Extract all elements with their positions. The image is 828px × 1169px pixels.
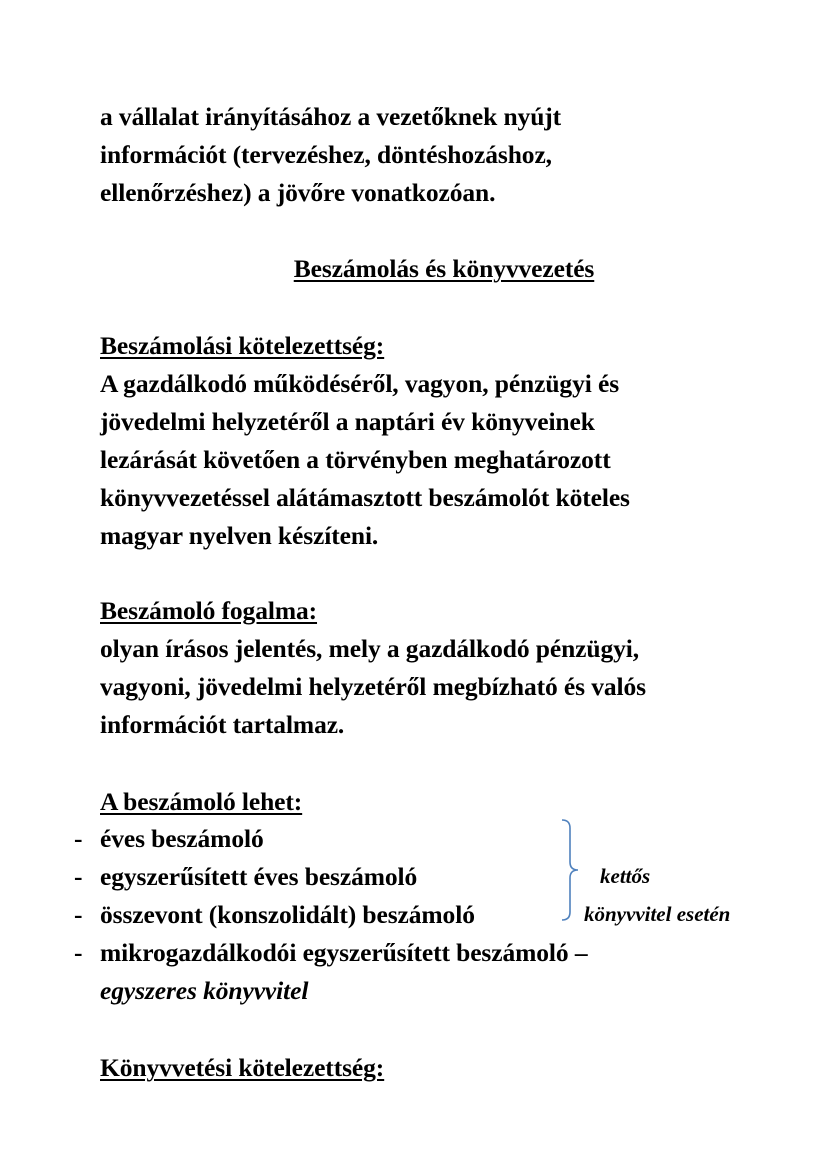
bookkeeping-heading-text: Könyvvetési kötelezettség: (100, 1053, 385, 1082)
side-note-line-2: könyvvitel esetén (584, 902, 731, 926)
right-brace-icon (560, 818, 584, 922)
bullet-dash: - (74, 862, 83, 891)
type-item-3: összevont (konszolidált) beszámoló (100, 900, 475, 929)
concept-line-3: információt tartalmaz. (100, 710, 345, 739)
type-item-4: mikrogazdálkodói egyszerűsített beszámoló – (100, 938, 588, 967)
section-title (0, 250, 828, 287)
bullet-dash: - (74, 900, 83, 929)
concept-line-2: vagyoni, jövedelmi helyzetéről megbízható és valós (100, 672, 646, 701)
bullet-dash: - (74, 824, 83, 853)
type-item-1: éves beszámoló (100, 824, 264, 853)
obligation-line-1: A gazdálkodó működéséről, vagyon, pénzügyi és (100, 369, 620, 398)
bookkeeping-heading (100, 1049, 384, 1086)
obligation-heading (100, 327, 384, 364)
type-item-2: egyszerűsített éves beszámoló (100, 862, 418, 891)
concept-heading (100, 592, 317, 629)
intro-line-1: a vállalat irányításához a vezetőknek nyújt (100, 102, 562, 131)
type-item-4-continuation: egyszeres könyvvitel (100, 976, 309, 1005)
obligation-line-2: jövedelmi helyzetéről a naptári év könyveinek (100, 407, 595, 436)
intro-line-2: információt (tervezéshez, döntéshozáshoz, (100, 140, 552, 169)
types-heading-text: A beszámoló lehet: (100, 787, 303, 816)
obligation-heading-text: Beszámolási kötelezettség: (100, 331, 385, 360)
obligation-line-4: könyvvezetéssel alátámasztott beszámolót köteles (100, 483, 630, 512)
types-heading (100, 783, 302, 820)
side-note-line-1: kettős (600, 864, 651, 888)
bullet-dash: - (74, 938, 83, 967)
obligation-line-3: lezárását követően a törvényben meghatározott (100, 445, 611, 474)
section-title-text: Beszámolás és könyvvezetés (293, 254, 595, 283)
obligation-line-5: magyar nyelven készíteni. (100, 521, 379, 550)
intro-line-3: ellenőrzéshez) a jövőre vonatkozóan. (100, 178, 496, 207)
concept-heading-text: Beszámoló fogalma: (100, 596, 318, 625)
concept-line-1: olyan írásos jelentés, mely a gazdálkodó pénzügyi, (100, 634, 640, 663)
